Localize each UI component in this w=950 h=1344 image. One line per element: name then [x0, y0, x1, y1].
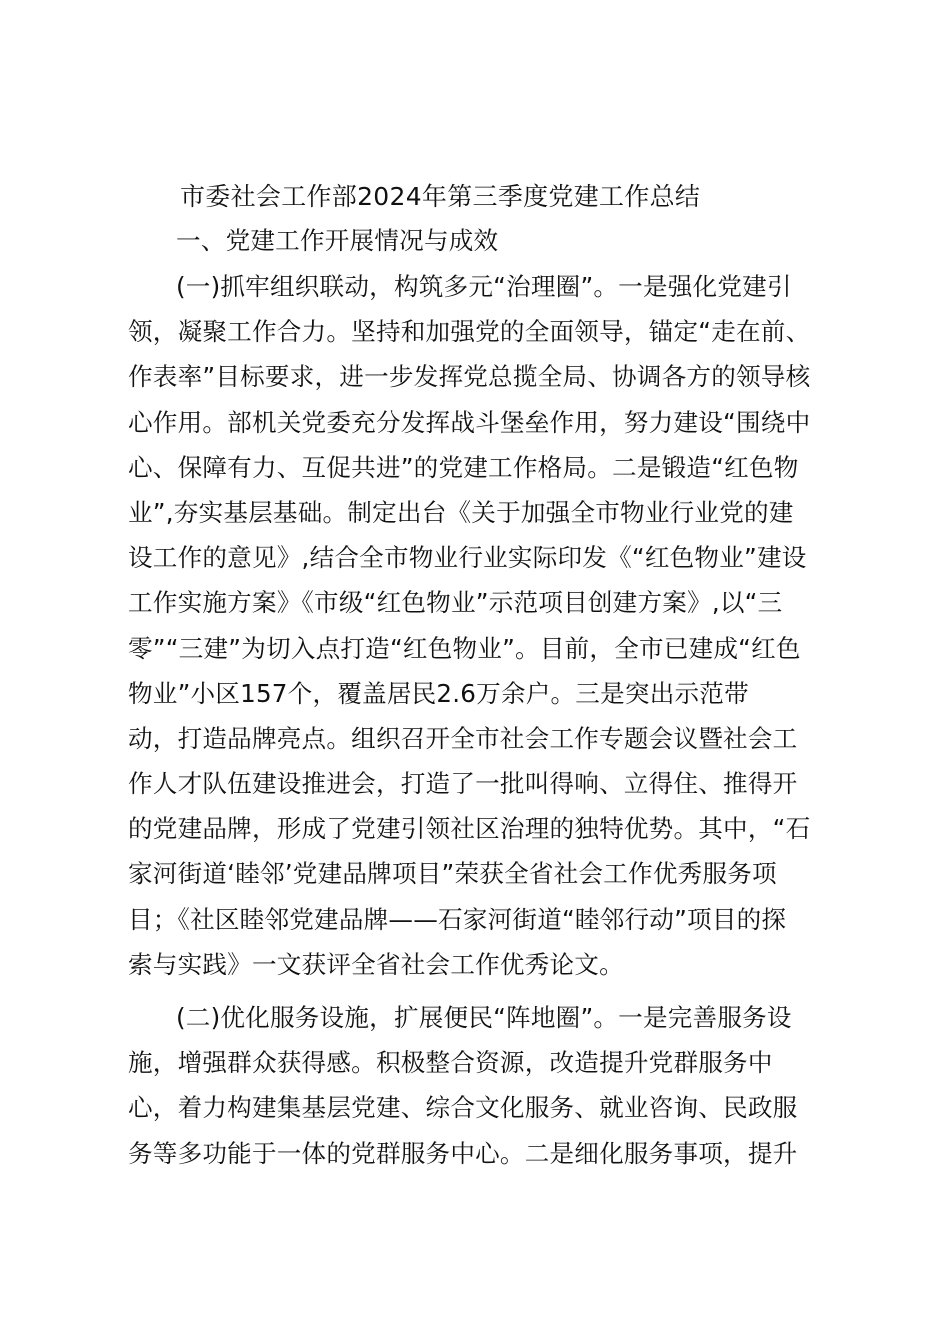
- paragraph-line: 动，打造品牌亮点。组织召开全市社会工作专题会议暨社会工: [128, 723, 798, 753]
- document-body: [128, 176, 836, 1176]
- paragraph-2: [128, 995, 836, 1176]
- paragraph-line: 心，着力构建集基层党建、综合文化服务、就业咨询、民政服: [128, 1093, 798, 1123]
- paragraph-line: 领，凝聚工作合力。坚持和加强党的全面领导，锚定“走在前、: [128, 317, 811, 347]
- paragraph-line: 业”,夯实基层基础。制定出台《关于加强全市物业行业党的建: [128, 497, 794, 527]
- paragraph-1: [128, 264, 836, 987]
- paragraph-line: 工作实施方案》《市级“红色物业”示范项目创建方案》,以“三: [128, 588, 783, 618]
- paragraph-line: 零”“三建”为切入点打造“红色物业”。目前，全市已建成“红色: [128, 633, 801, 663]
- paragraph-line: 设工作的意见》,结合全市物业行业实际印发《“红色物业”建设: [128, 543, 807, 573]
- paragraph-line: 物业”小区157个，覆盖居民2.6万余户。三是突出示范带: [128, 678, 749, 708]
- paragraph-line: 的党建品牌，形成了党建引领社区治理的独特优势。其中，“石: [128, 814, 811, 844]
- paragraph-line: (二)优化服务设施，扩展便民“阵地圈”。一是完善服务设: [176, 1003, 792, 1032]
- paragraph-line: 目；《社区睦邻党建品牌——石家河街道“睦邻行动”项目的探: [128, 904, 787, 934]
- paragraph-line: 心作用。部机关党委充分发挥战斗堡垒作用，努力建设“围绕中: [128, 407, 811, 437]
- section-heading: 一、党建工作开展情况与成效: [176, 226, 499, 255]
- paragraph-line: 务等多功能于一体的党群服务中心。二是细化服务事项，提升: [128, 1138, 798, 1168]
- paragraph-line: 心、保障有力、互促共进”的党建工作格局。二是锻造“红色物: [128, 452, 799, 482]
- paragraph-line: (一)抓牢组织联动，构筑多元“治理圈”。一是强化党建引: [176, 272, 792, 301]
- paragraph-line: 施，增强群众获得感。积极整合资源，改造提升党群服务中: [128, 1048, 773, 1078]
- paragraph-line: 索与实践》一文获评全省社会工作优秀论文。: [128, 949, 624, 979]
- paragraph-line: 家河街道‘睦邻’党建品牌项目”荣获全省社会工作优秀服务项: [128, 859, 777, 889]
- paragraph-line: 作人才队伍建设推进会，打造了一批叫得响、立得住、推得开: [128, 769, 798, 799]
- document-title: 市委社会工作部2024年第三季度党建工作总结: [180, 182, 701, 211]
- paragraph-line: 作表率”目标要求，进一步发挥党总揽全局、协调各方的领导核: [128, 362, 811, 392]
